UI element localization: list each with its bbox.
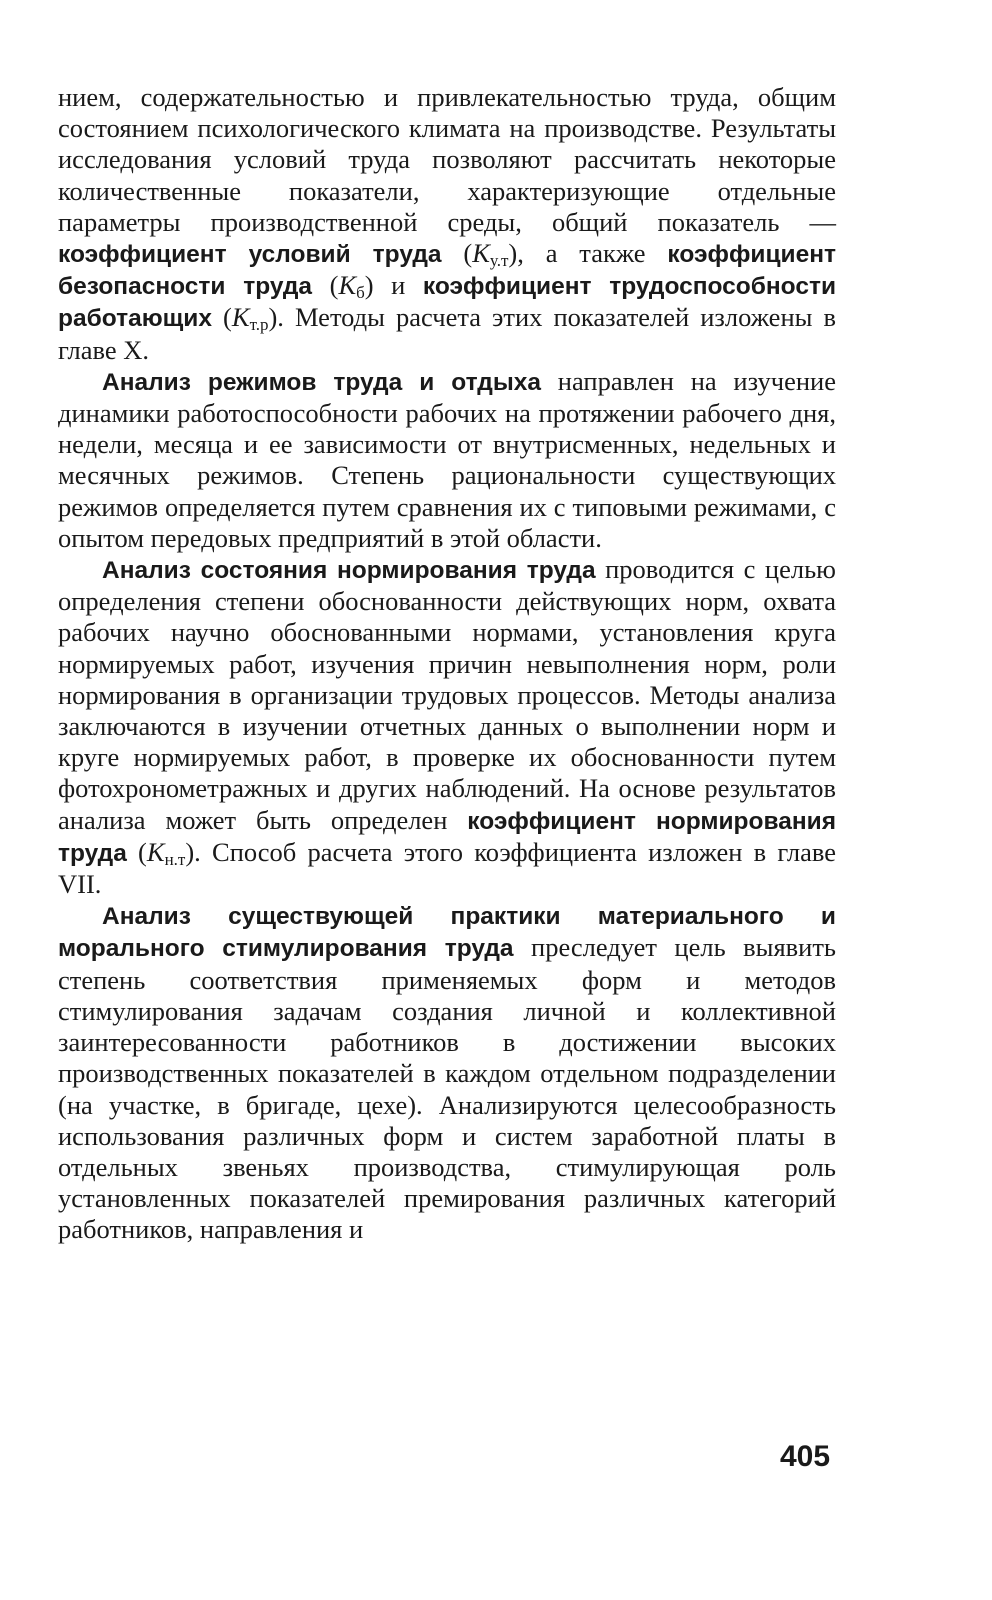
text-run: направлен на изучение динамики работоспособности рабочих на протяжении рабочего дня, недели, месяца и ее зависимости от внутрисменных, недельных и месячных режимов. Степень рациональности существующих режимов определяется путем сравнения их с типовыми режимами, с опытом передовых предприятий в этой области.	[58, 365, 836, 553]
text-run: (	[312, 270, 339, 301]
paragraph-p3	[58, 554, 836, 900]
bold-term: Анализ состояния нормирования труда	[102, 557, 596, 585]
italic-symbol: K	[146, 836, 165, 867]
bold-term: Анализ существующей практики материального и морального стимулирования труда	[58, 903, 836, 963]
italic-symbol: K	[231, 302, 250, 333]
bold-term: коэффициент нормирования труда	[58, 807, 836, 867]
text-run: (	[212, 302, 232, 333]
text-run: ). Методы расчета этих показателей изложены в главе X.	[58, 302, 836, 365]
bold-term: коэффициент условий труда	[58, 241, 442, 269]
text-run: (	[441, 238, 473, 269]
page-body-text	[58, 82, 836, 1246]
text-run: преследует цель выявить степень соответствия применяемых форм и методов стимулирования задачам создания личной и коллективной заинтересованности работников в достижении высоких производственных показателей в каждом отдельном подразделении (на участке, в бригаде, цехе). Анализируются целесообразность использования различных форм и систем заработной платы в отдельных звеньях производства, стимулирующая роль установленных показателей премирования различных категорий работников, направления и	[58, 932, 837, 1245]
subscript: б	[356, 283, 365, 303]
subscript: у.т	[489, 251, 509, 271]
page-number: 405	[780, 1440, 831, 1473]
italic-symbol: K	[338, 270, 357, 301]
bold-term: Анализ режимов труда и отдыха	[102, 368, 541, 396]
text-run: ) и	[364, 270, 423, 301]
text-run: ). Способ расчета этого коэффициента изложен в главе VII.	[58, 836, 837, 900]
bold-term: коэффициент безопасности труда	[58, 241, 837, 301]
text-run: (	[126, 836, 147, 867]
italic-symbol: K	[472, 238, 490, 269]
text-run: проводится с целью определения степени обоснованности действующих норм, охвата рабочих научно обоснованными нормами, установления круга нормируемых работ, изучения причин невыполнения норм, роли нормирования в организации трудовых процессов. Методы анализа заключаются в изучении отчетных данных о выполнении норм и круге нормируемых работ, в проверке их обоснованности путем фотохронометражных и других наблюдений. На основе результатов анализа может быть определен	[58, 554, 836, 835]
paragraph-p2	[58, 366, 836, 554]
bold-term: коэффициент трудоспособности работающих	[58, 273, 837, 333]
paragraph-p1	[58, 82, 836, 366]
subscript: н.т	[164, 849, 186, 869]
text-run: ), а также	[508, 238, 668, 269]
paragraph-p4	[58, 900, 836, 1245]
subscript: т.р	[249, 315, 269, 335]
text-run: нием, содержательностью и привлекательностью труда, общим состоянием психологического климата на производстве. Результаты исследования условий труда позволяют рассчитать некоторые количественные показатели, характеризующие отдельные параметры производственной среды, общий показатель —	[58, 82, 836, 237]
